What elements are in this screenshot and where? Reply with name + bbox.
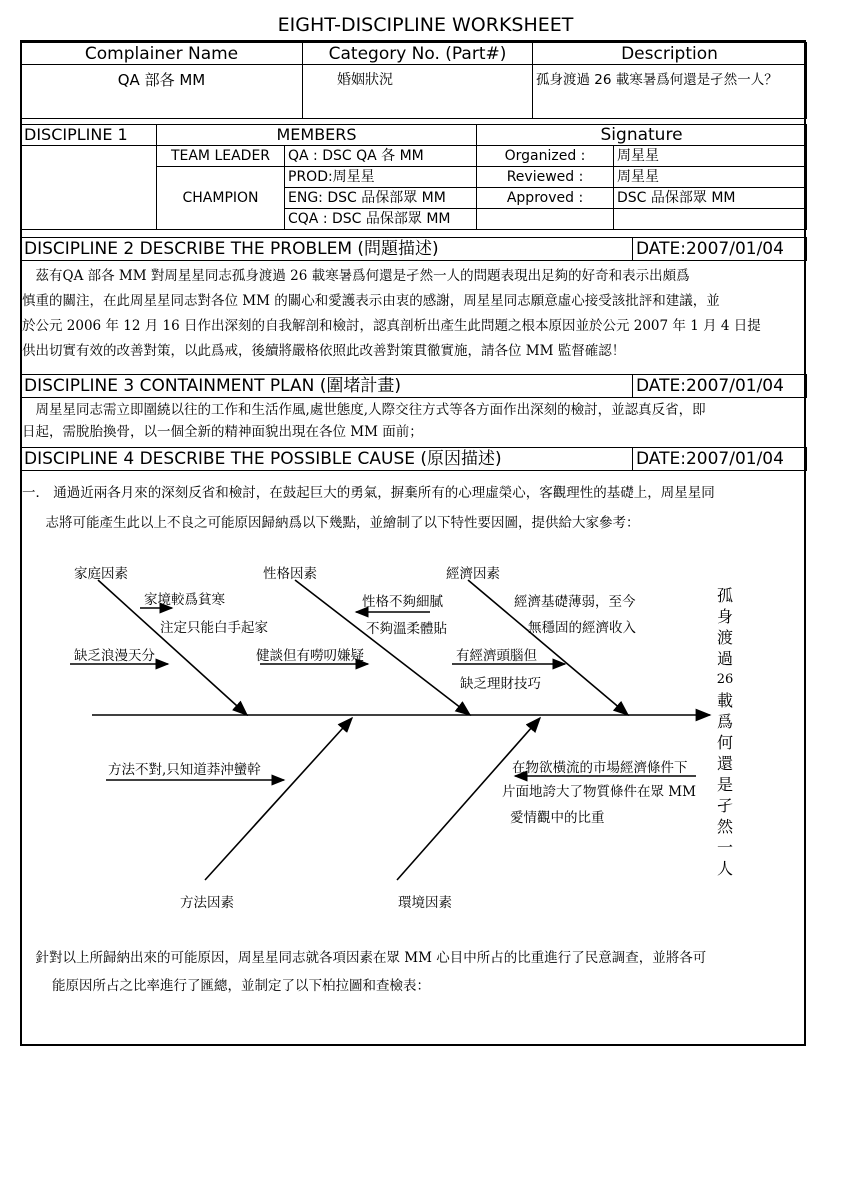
cause-text: 片面地誇大了物質條件在眾 MM [502, 784, 696, 800]
effect-char: 孤 [716, 586, 733, 605]
effect-char: 過 [716, 649, 733, 668]
effect-char: 何 [716, 733, 733, 752]
effect-char: 爲 [716, 712, 733, 731]
d1-blank [21, 146, 157, 230]
d4-closing [22, 944, 804, 1000]
cause-text: 方法不對,只知道莽沖蠻幹 [108, 762, 261, 778]
d3-header [20, 374, 807, 398]
d2-header [20, 237, 807, 261]
d2-body [22, 264, 804, 364]
worksheet-title: EIGHT-DISCIPLINE WORKSHEET [277, 14, 574, 36]
signature-label: Signature [477, 125, 807, 146]
sig-row-label: Approved : [477, 188, 614, 209]
d4-header [20, 447, 807, 471]
member-row: ENG: DSC 品保部眾 MM [285, 188, 477, 209]
d4-intro [22, 478, 804, 538]
d1-label: DISCIPLINE 1 [21, 125, 157, 146]
sig-row-label: Organized : [477, 146, 614, 167]
effect-char: 26 [716, 672, 734, 687]
sig-row-value: DSC 品保部眾 MM [614, 188, 807, 209]
cause-text: 缺乏浪漫天分 [74, 648, 155, 664]
d2-line: 茲有QA 部各 MM 對周星星同志孤身渡過 26 載寒暑爲何還是孑然一人的問題表現出足夠的好奇和表示出頗爲 [22, 268, 690, 284]
description-value: 孤身渡過 26 載寒暑爲何還是孑然一人？ [533, 65, 807, 119]
category-personality: 性格因素 [263, 566, 317, 582]
sig-row-label [477, 209, 614, 230]
champion-label: CHAMPION [157, 167, 285, 230]
header-table [20, 42, 807, 119]
d2-date: DATE:2007/01/04 [633, 238, 807, 261]
cause-text: 健談但有嘮叨嫌疑 [256, 648, 364, 664]
d2-line: 慎重的關注，在此周星星同志對各位 MM 的關心和愛護表示由衷的感謝，周星星同志願意虛心接受該批評和建議，並 [22, 293, 720, 309]
sig-row-value [614, 209, 807, 230]
category-value: 婚姻狀況 [303, 65, 533, 119]
cause-text: 在物欲橫流的市場經濟條件下 [512, 760, 688, 776]
d2-line: 於公元 2006 年 12 月 16 日作出深刻的自我解剖和檢討，認真剖析出產生此問題之根本原因並於公元 2007 年 1 月 4 日提 [22, 318, 761, 334]
complainer-value: QA 部各 MM [21, 65, 303, 119]
fishbone-diagram [20, 540, 806, 930]
effect-char: 是 [716, 775, 733, 794]
effect-char: 還 [716, 754, 733, 773]
d3-body [22, 399, 804, 443]
members-label: MEMBERS [157, 125, 477, 146]
cause-text: 有經濟頭腦但 [456, 648, 537, 664]
category-family: 家庭因素 [74, 566, 128, 582]
effect-char: 載 [716, 691, 733, 710]
d2-title: DISCIPLINE 2 DESCRIBE THE PROBLEM (問題描述) [21, 238, 633, 261]
effect-char: 然 [716, 817, 733, 836]
effect-char: 一 [716, 838, 733, 857]
effect-char: 孑 [716, 796, 733, 815]
effect-char: 渡 [716, 628, 733, 647]
effect-char: 人 [716, 859, 733, 878]
d4-closing-line: 能原因所占之比率進行了匯總，並制定了以下柏拉圖和查檢表： [52, 978, 430, 994]
d3-date: DATE:2007/01/04 [633, 375, 807, 398]
d4-intro-line: 志將可能產生此以上不良之可能原因歸納爲以下幾點，並繪制了以下特性要因圖，提供給大家參考： [32, 515, 640, 531]
member-row: PROD:周星星 [285, 167, 477, 188]
sig-row-value: 周星星 [614, 146, 807, 167]
cause-text: 家境較爲貧寒 [144, 592, 225, 608]
d3-title: DISCIPLINE 3 CONTAINMENT PLAN (圍堵計畫) [21, 375, 633, 398]
cause-text: 無穩固的經濟收入 [528, 620, 636, 636]
sig-row-value: 周星星 [614, 167, 807, 188]
sig-row-label: Reviewed : [477, 167, 614, 188]
d3-line: 周星星同志需立即圍繞以往的工作和生活作風,處世態度,人際交往方式等各方面作出深刻的檢討，並認真反省，即 [22, 402, 706, 418]
cause-text: 不夠溫柔體貼 [366, 621, 447, 637]
member-row: CQA : DSC 品保部眾 MM [285, 209, 477, 230]
d3-line: 日起，需脫胎換骨，以一個全新的精神面貌出現在各位 MM 面前； [22, 424, 423, 440]
discipline-1-table [20, 124, 807, 230]
cause-text: 注定只能白手起家 [160, 620, 268, 636]
effect-char: 身 [716, 607, 733, 626]
d4-closing-line: 針對以上所歸納出來的可能原因，周星星同志就各項因素在眾 MM 心目中所占的比重進行了民意調查，並將各可 [22, 950, 707, 966]
fishbone-effect [712, 585, 738, 879]
member-row: QA : DSC QA 各 MM [285, 146, 477, 167]
description-label: Description [533, 43, 807, 65]
category-environment: 環境因素 [398, 895, 452, 911]
category-method: 方法因素 [180, 895, 234, 911]
bone-method [205, 718, 352, 880]
team-leader-label: TEAM LEADER [157, 146, 285, 167]
d2-line: 供出切實有效的改善對策，以此爲戒，後續將嚴格依照此改善對策貫徹實施，請各位 MM 監督確認！ [22, 343, 626, 359]
d4-title: DISCIPLINE 4 DESCRIBE THE POSSIBLE CAUSE (原因描述) [21, 448, 633, 471]
d4-date: DATE:2007/01/04 [633, 448, 807, 471]
cause-text: 缺乏理財技巧 [460, 676, 541, 692]
complainer-label: Complainer Name [21, 43, 303, 65]
category-label: Category No. (Part#) [303, 43, 533, 65]
cause-text: 愛情觀中的比重 [510, 810, 605, 826]
d4-intro-line: 一． 通過近兩各月來的深刻反省和檢討，在鼓起巨大的勇氣，摒棄所有的心理虛榮心，客觀理性的基礎上，周星星同 [22, 485, 715, 501]
cause-text: 經濟基礎薄弱，至今 [514, 594, 636, 610]
category-economy: 經濟因素 [446, 566, 500, 582]
cause-text: 性格不夠細膩 [362, 594, 443, 610]
